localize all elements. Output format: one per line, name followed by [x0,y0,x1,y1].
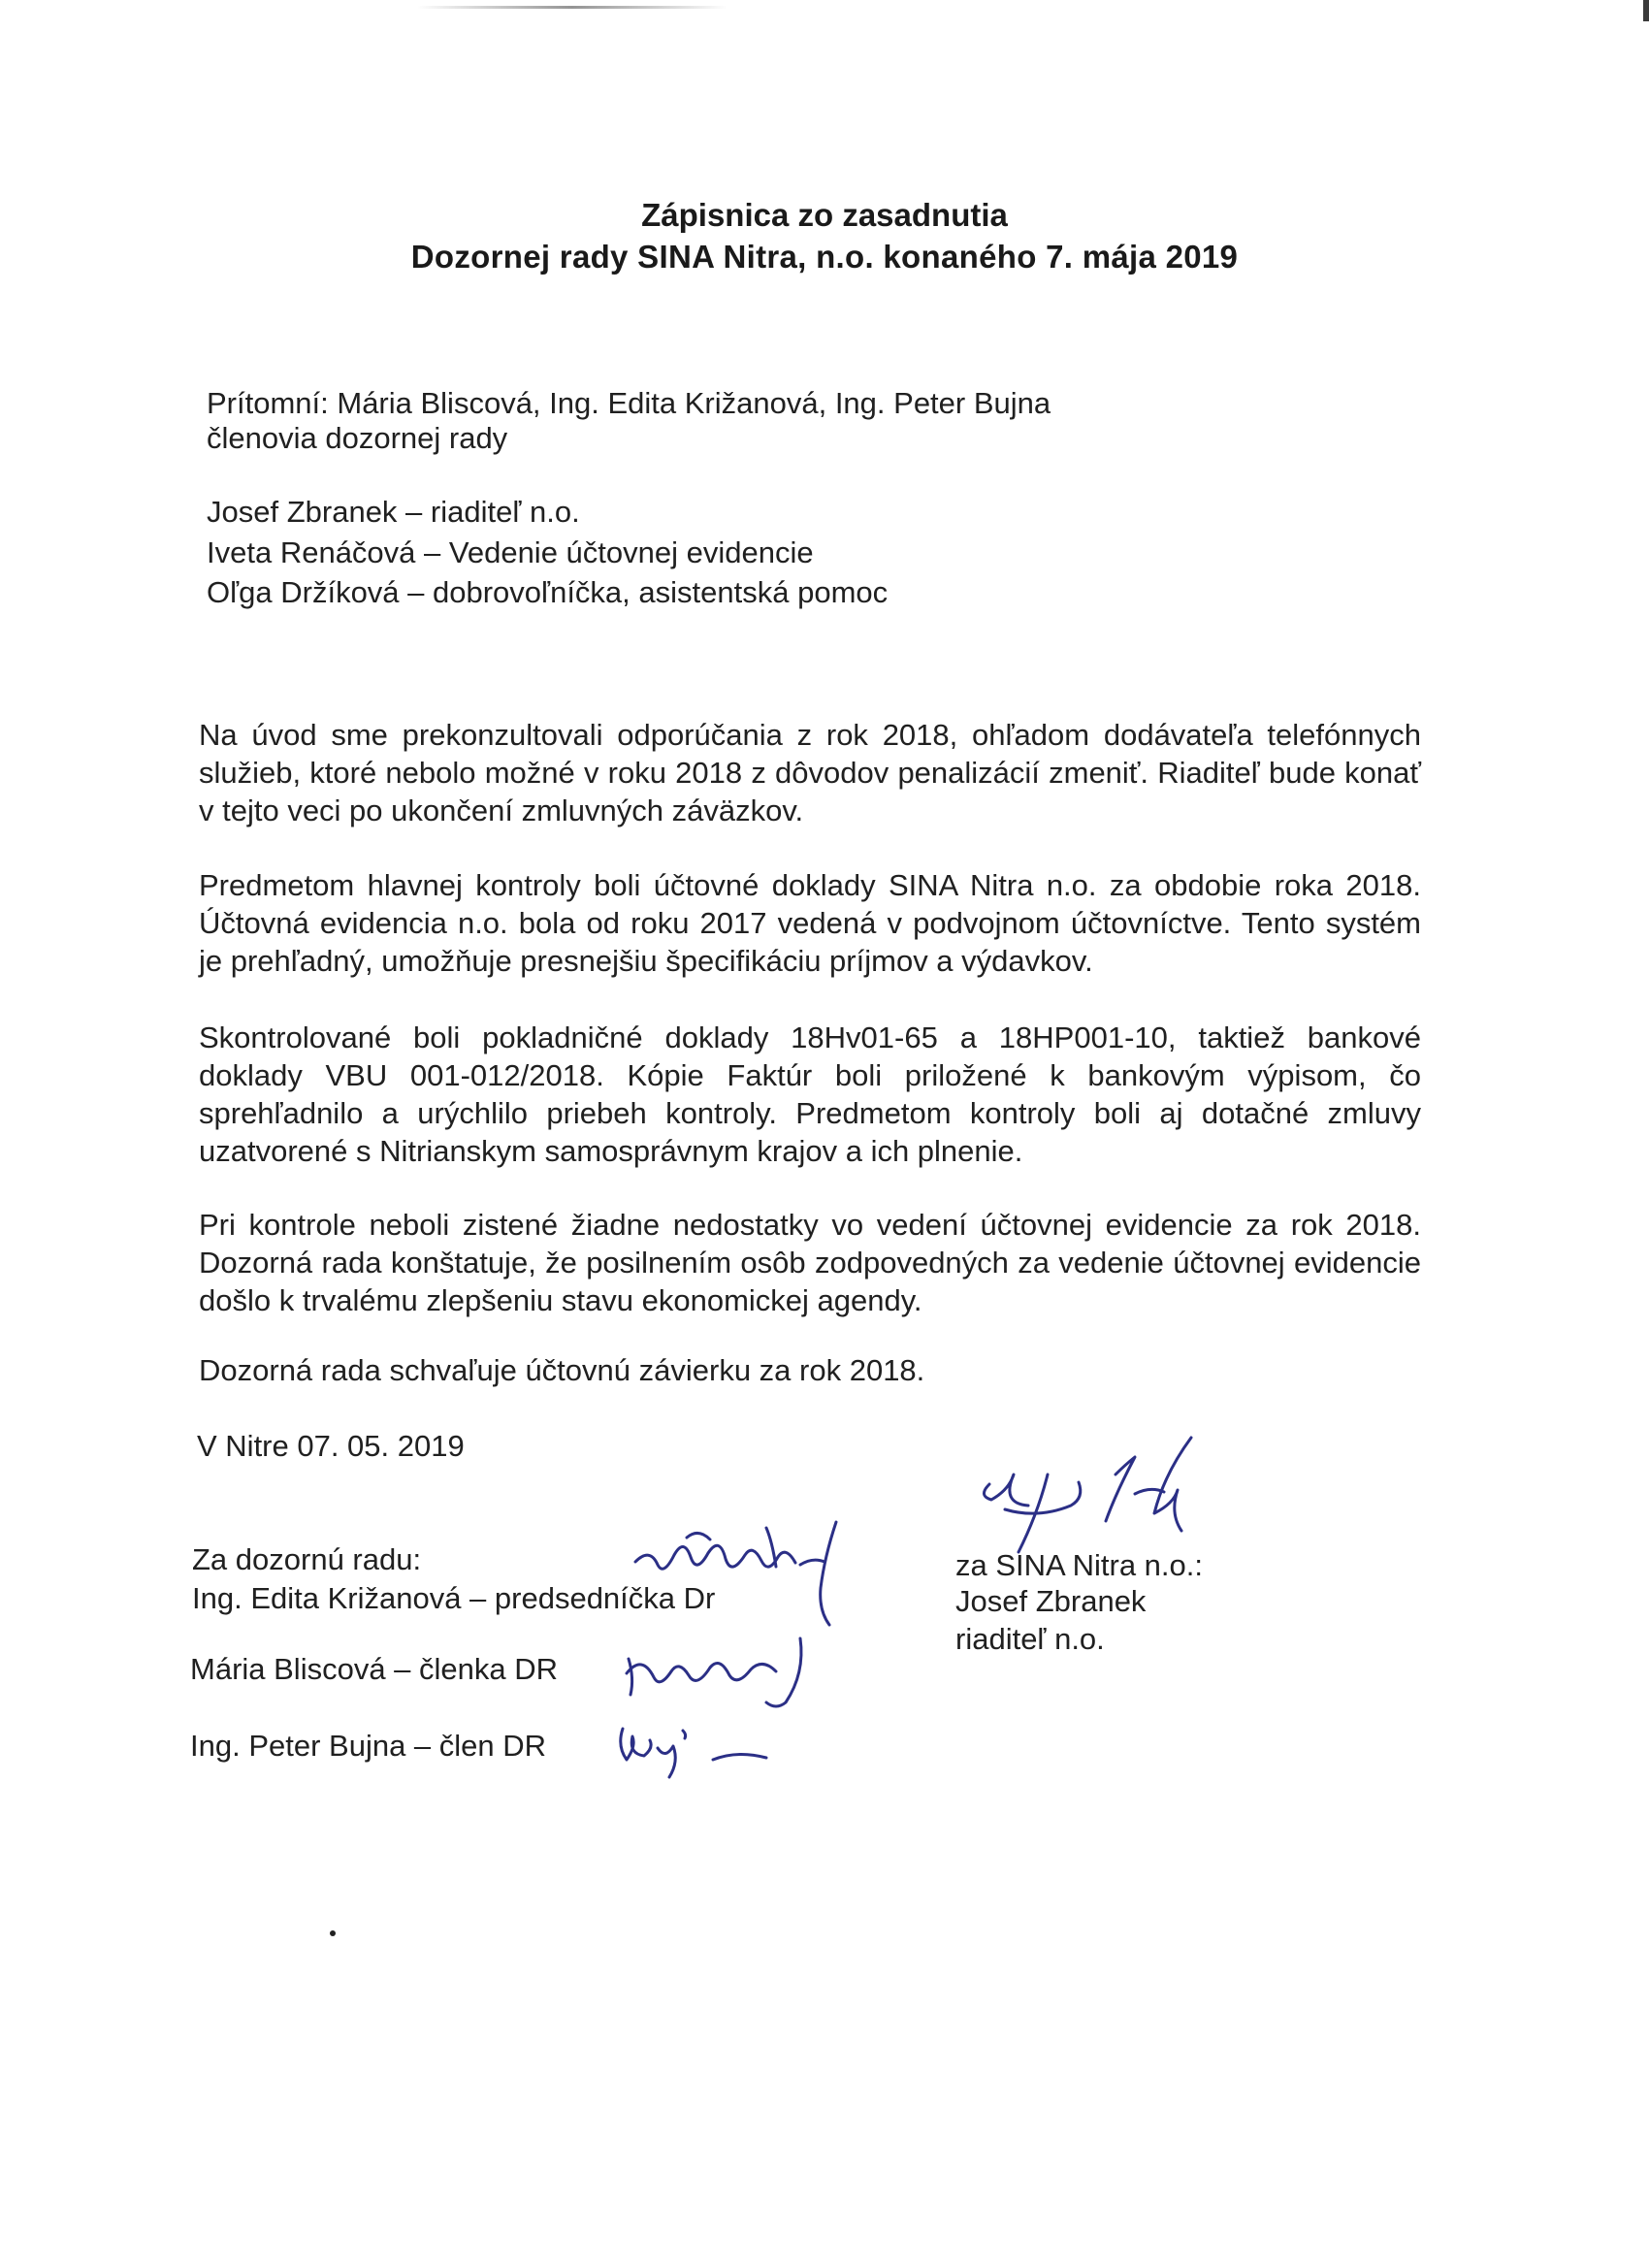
scan-edge-mark [417,6,728,9]
attendee-director: Josef Zbranek – riaditeľ n.o. [207,495,580,529]
paragraph-approval: Dozorná rada schvaľuje účtovnú závierku za rok 2018. [199,1353,925,1387]
scan-speck [330,1930,336,1936]
board-member-line-2: Ing. Peter Bujna – člen DR [190,1729,547,1763]
paragraph-main-control: Predmetom hlavnej kontroly boli účtovné doklady SINA Nitra n.o. za obdobie roka 2018. Účtovná evidencia n.o. bola od roku 2017 vedená v podvojnom účtovníctve. Tento systém je prehľadný, umožňuje presnejšiu špecifikáciu príjmov a výdavkov. [199,868,1421,979]
members-note: členovia dozornej rady [207,421,508,455]
attendee-volunteer: Oľga Držíková – dobrovoľníčka, asistentská pomoc [207,575,889,609]
org-signature-heading: za SINA Nitra n.o.: [955,1548,1203,1582]
paragraph-intro: Na úvod sme prekonzultovali odporúčania z rok 2018, ohľadom dodávateľa telefónnych služieb, ktoré nebolo možné v roku 2018 z dôvodov penalizácií zmeniť. Riaditeľ bude konať v tejto veci po ukončení zmluvných záväzkov. [199,718,1421,828]
org-signer-name: Josef Zbranek [955,1584,1147,1618]
document-subtitle: Dozornej rady SINA Nitra, n.o. konaného 7. mája 2019 [410,239,1239,275]
document-title: Zápisnica zo zasadnutia [641,197,1008,233]
org-signer-role: riaditeľ n.o. [955,1622,1105,1656]
paragraph-findings: Pri kontrole neboli zistené žiadne nedostatky vo vedení účtovnej evidencie za rok 2018. Dozorná rada konštatuje, že posilnením osôb zodpovedných za vedenie účtovnej evidencie došlo k trvalému zlepšeniu stavu ekonomickej agendy. [199,1208,1421,1318]
present-line: Prítomní: Mária Bliscová, Ing. Edita Križanová, Ing. Peter Bujna [207,386,1051,420]
signature-chair-handwritten [630,1518,854,1635]
board-chair-line: Ing. Edita Križanová – predsedníčka Dr [192,1581,716,1615]
signature-member2-handwritten [611,1717,776,1790]
paragraph-checked-documents: Skontrolované boli pokladničné doklady 18Hv01-65 a 18HP001-10, taktiež bankové doklady VBU 001-012/2018. Kópie Faktúr boli priložené k bankovým výpisom, čo sprehľadnilo a urýchlilo priebeh kontroly. Predmetom kontroly boli aj dotačné zmluvy uzatvorené s Nitrianskym samosprávnym krajov a ich plnenie. [199,1021,1421,1169]
attendee-accountant: Iveta Renáčová – Vedenie účtovnej evidencie [207,535,814,569]
signature-member-handwritten [621,1635,815,1717]
board-member-line: Mária Bliscová – členka DR [190,1652,559,1686]
signature-director-handwritten [970,1436,1203,1562]
scan-corner-mark [1643,0,1649,21]
board-signature-heading: Za dozornú radu: [192,1542,422,1576]
place-and-date: V Nitre 07. 05. 2019 [197,1429,465,1463]
